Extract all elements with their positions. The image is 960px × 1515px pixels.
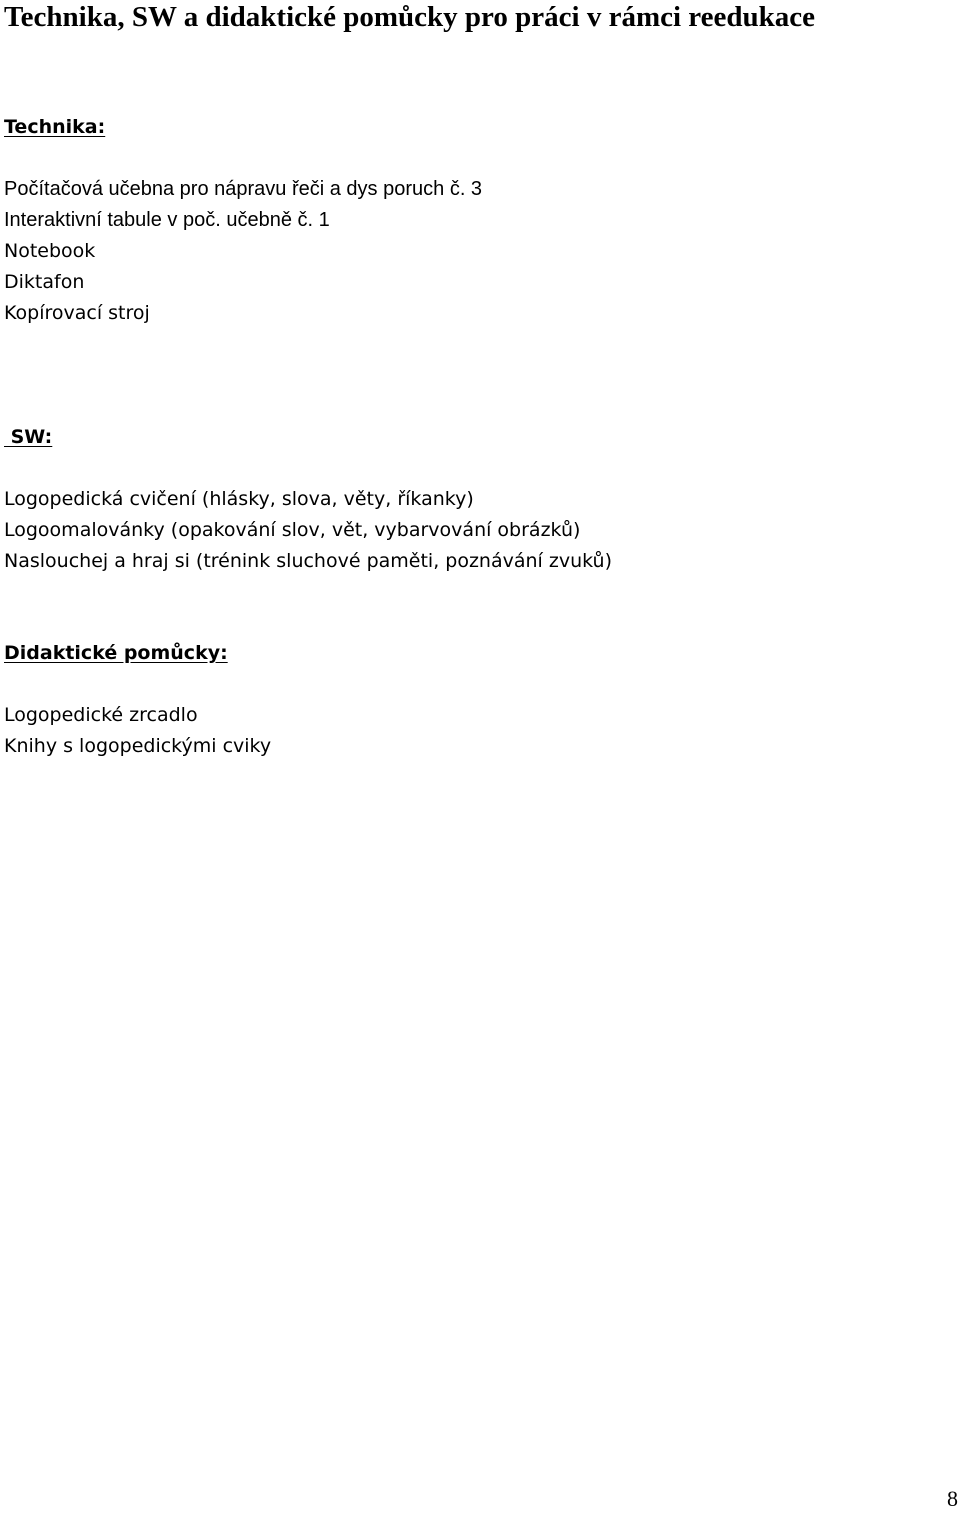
list-item: Naslouchej a hraj si (trénink sluchové paměti, poznávání zvuků) — [4, 550, 612, 572]
page-number: 8 — [947, 1486, 958, 1511]
list-item: Logopedická cvičení (hlásky, slova, věty, říkanky) — [4, 488, 474, 510]
list-item: Logoomalovánky (opakování slov, vět, vybarvování obrázků) — [4, 519, 581, 541]
list-item: Interaktivní tabule v poč. učebně č. 1 — [4, 209, 330, 231]
list-item: Diktafon — [4, 271, 85, 293]
section-heading-technika: Technika: — [4, 116, 106, 138]
page-title: Technika, SW a didaktické pomůcky pro práci v rámci reedukace — [4, 1, 815, 33]
list-item: Knihy s logopedickými cviky — [4, 735, 272, 757]
spacer — [4, 143, 482, 174]
list-item: Logopedické zrcadlo — [4, 704, 198, 726]
list-item: Notebook — [4, 240, 96, 262]
spacer — [4, 453, 612, 484]
spacer — [4, 669, 271, 700]
list-item: Počítačová učebna pro nápravu řeči a dys poruch č. 3 — [4, 178, 483, 200]
section-heading-sw: SW: — [4, 426, 53, 448]
list-item: Kopírovací stroj — [4, 302, 150, 324]
section-sw — [4, 422, 612, 577]
section-technika — [4, 112, 482, 329]
section-heading-didakticke: Didaktické pomůcky: — [4, 642, 228, 664]
section-didakticke-pomucky — [4, 638, 271, 762]
